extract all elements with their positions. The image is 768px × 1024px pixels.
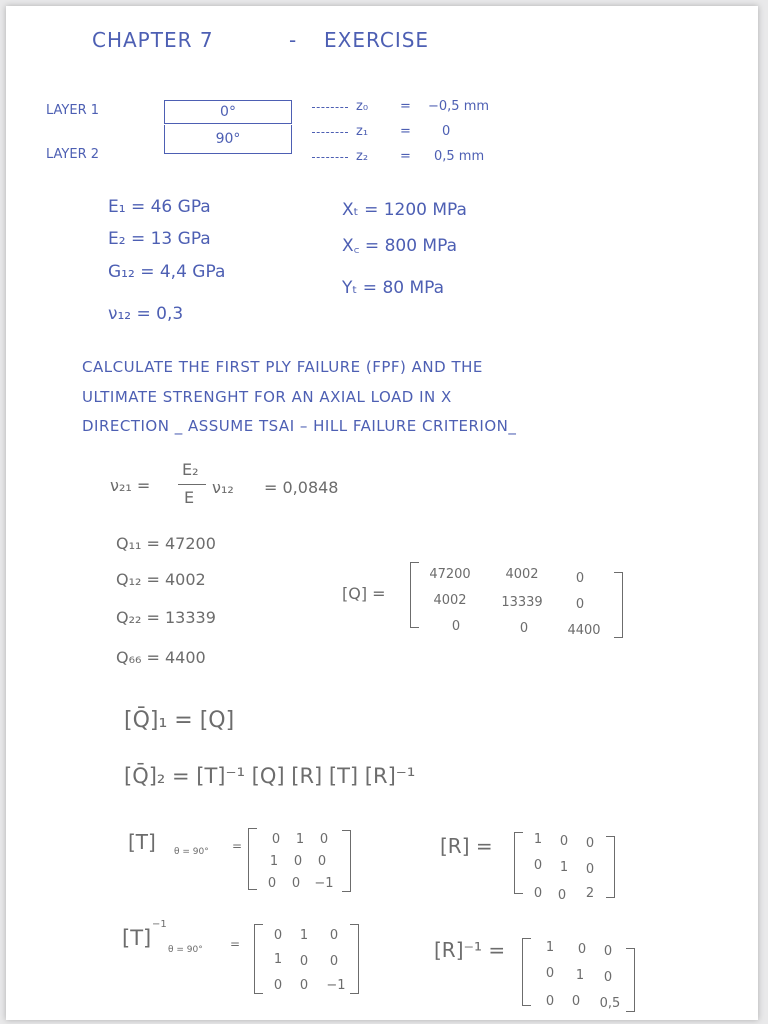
r-inv-cell: 0 xyxy=(577,942,587,957)
q-matrix-cell: 13339 xyxy=(501,595,543,610)
prop-e2: E₂ = 13 GPa xyxy=(108,229,211,249)
t-inv-left-bracket xyxy=(254,924,263,994)
t-inv-cell: 1 xyxy=(273,952,283,967)
prop-yt: Yₜ = 80 MPa xyxy=(342,278,445,298)
t-inv-cell: 0 xyxy=(299,978,309,993)
r-inv-cell: 0,5 xyxy=(599,996,621,1011)
q-matrix-cell: 4002 xyxy=(505,567,539,582)
t-matrix-eq: = xyxy=(232,839,243,853)
r-matrix-cell: 0 xyxy=(557,888,567,903)
r-inv-matrix-label: [R]⁻¹ = xyxy=(434,938,506,962)
nu21-nu12: ν₁₂ xyxy=(212,478,234,497)
z2-leader xyxy=(312,157,348,158)
t-inv-cell: 1 xyxy=(299,928,309,943)
r-matrix-cell: 0 xyxy=(559,834,569,849)
r-matrix-label: [R] = xyxy=(440,834,493,858)
t-matrix-left-bracket xyxy=(248,828,257,890)
problem-line-3: DIRECTION _ ASSUME TSAI – HILL FAILURE CRITERION_ xyxy=(82,417,517,435)
z0-name: z₀ xyxy=(356,99,369,114)
r-inv-right-bracket xyxy=(626,948,635,1012)
z0-leader xyxy=(312,107,348,108)
z1-value: 0 xyxy=(442,124,451,139)
t-matrix-right-bracket xyxy=(342,830,351,892)
t-matrix-cell: −1 xyxy=(314,876,334,891)
q-matrix-cell: 0 xyxy=(575,571,585,586)
q-matrix-cell: 0 xyxy=(519,621,529,636)
nu21-lhs: ν₂₁ = xyxy=(110,476,151,495)
prop-nu12: ν₁₂ = 0,3 xyxy=(108,304,184,324)
t-inv-subscript: θ = 90° xyxy=(168,945,203,955)
t-inv-cell: 0 xyxy=(329,954,339,969)
t-inv-cell: −1 xyxy=(326,978,346,993)
q-matrix-left-bracket xyxy=(410,562,419,628)
nu21-denominator: E xyxy=(184,488,195,507)
layer-2-box xyxy=(164,125,292,154)
r-inv-cell: 0 xyxy=(545,966,555,981)
problem-line-1: CALCULATE THE FIRST PLY FAILURE (FPF) AND THE xyxy=(82,358,483,376)
z0-value: −0,5 mm xyxy=(428,99,490,114)
t-matrix-cell: 0 xyxy=(317,854,327,869)
r-matrix-cell: 0 xyxy=(585,862,595,877)
layer-2-angle: 90° xyxy=(215,131,241,147)
t-matrix-cell: 0 xyxy=(293,854,303,869)
r-matrix-left-bracket xyxy=(514,832,523,894)
z0-eq: = xyxy=(400,99,411,114)
q-matrix-label: [Q] = xyxy=(342,584,386,603)
t-inv-cell: 0 xyxy=(299,954,309,969)
q-matrix-cell: 4400 xyxy=(567,623,601,638)
prop-xt: Xₜ = 1200 MPa xyxy=(342,200,467,220)
t-matrix-cell: 0 xyxy=(271,832,281,847)
r-inv-cell: 0 xyxy=(545,994,555,1009)
t-matrix-label: [T] xyxy=(128,830,156,854)
t-matrix-cell: 0 xyxy=(267,876,277,891)
layer-2-label: LAYER 2 xyxy=(46,147,100,162)
r-inv-cell: 1 xyxy=(575,968,585,983)
z2-name: z₂ xyxy=(356,149,369,164)
qbar1-equation: [Q̄]₁ = [Q] xyxy=(124,708,235,733)
r-matrix-cell: 1 xyxy=(559,860,569,875)
t-inv-eq: = xyxy=(230,937,241,951)
q22-value: Q₂₂ = 13339 xyxy=(116,608,216,627)
q-matrix-right-bracket xyxy=(614,572,623,638)
q-matrix-cell: 0 xyxy=(575,597,585,612)
t-inv-superscript: −1 xyxy=(152,919,167,930)
z1-name: z₁ xyxy=(356,124,369,139)
prop-g12: G₁₂ = 4,4 GPa xyxy=(108,262,226,282)
t-inv-cell: 0 xyxy=(329,928,339,943)
prop-e1: E₁ = 46 GPa xyxy=(108,197,211,217)
t-matrix-cell: 0 xyxy=(291,876,301,891)
z1-eq: = xyxy=(400,124,411,139)
layer-1-label: LAYER 1 xyxy=(46,103,100,118)
layer-1-angle: 0° xyxy=(220,104,236,120)
prop-xc: X꜀ = 800 MPa xyxy=(342,236,458,256)
exercise-title: EXERCISE xyxy=(324,28,430,52)
r-inv-cell: 0 xyxy=(603,970,613,985)
chapter-title: CHAPTER 7 xyxy=(92,28,214,52)
q-matrix-cell: 0 xyxy=(451,619,461,634)
t-matrix-cell: 0 xyxy=(319,832,329,847)
z2-eq: = xyxy=(400,149,411,164)
nu21-fraction-bar xyxy=(178,484,206,485)
t-matrix-subscript: θ = 90° xyxy=(174,847,209,857)
nu21-numerator: E₂ xyxy=(182,460,199,479)
r-matrix-cell: 1 xyxy=(533,832,543,847)
r-matrix-cell: 0 xyxy=(533,858,543,873)
nu21-result: = 0,0848 xyxy=(264,478,339,497)
q11-value: Q₁₁ = 47200 xyxy=(116,534,216,553)
r-inv-left-bracket xyxy=(522,938,531,1006)
r-matrix-cell: 0 xyxy=(585,836,595,851)
r-inv-cell: 1 xyxy=(545,940,555,955)
z2-value: 0,5 mm xyxy=(434,149,485,164)
q12-value: Q₁₂ = 4002 xyxy=(116,570,206,589)
t-matrix-cell: 1 xyxy=(269,854,279,869)
r-matrix-cell: 0 xyxy=(533,886,543,901)
t-matrix-cell: 1 xyxy=(295,832,305,847)
r-inv-cell: 0 xyxy=(603,944,613,959)
r-matrix-cell: 2 xyxy=(585,886,595,901)
q-matrix-cell: 47200 xyxy=(429,567,471,582)
title-dash: - xyxy=(289,28,298,52)
t-inv-cell: 0 xyxy=(273,928,283,943)
t-inv-matrix-label: [T] xyxy=(122,926,152,950)
qbar2-equation: [Q̄]₂ = [T]⁻¹ [Q] [R] [T] [R]⁻¹ xyxy=(124,764,416,788)
r-inv-cell: 0 xyxy=(571,994,581,1009)
q66-value: Q₆₆ = 4400 xyxy=(116,648,206,667)
layer-1-box xyxy=(164,100,292,124)
r-matrix-right-bracket xyxy=(606,836,615,898)
t-inv-cell: 0 xyxy=(273,978,283,993)
notebook-page xyxy=(6,6,758,1020)
z1-leader xyxy=(312,132,348,133)
problem-line-2: ULTIMATE STRENGHT FOR AN AXIAL LOAD IN X xyxy=(82,388,452,406)
t-inv-right-bracket xyxy=(350,924,359,994)
q-matrix-cell: 4002 xyxy=(433,593,467,608)
